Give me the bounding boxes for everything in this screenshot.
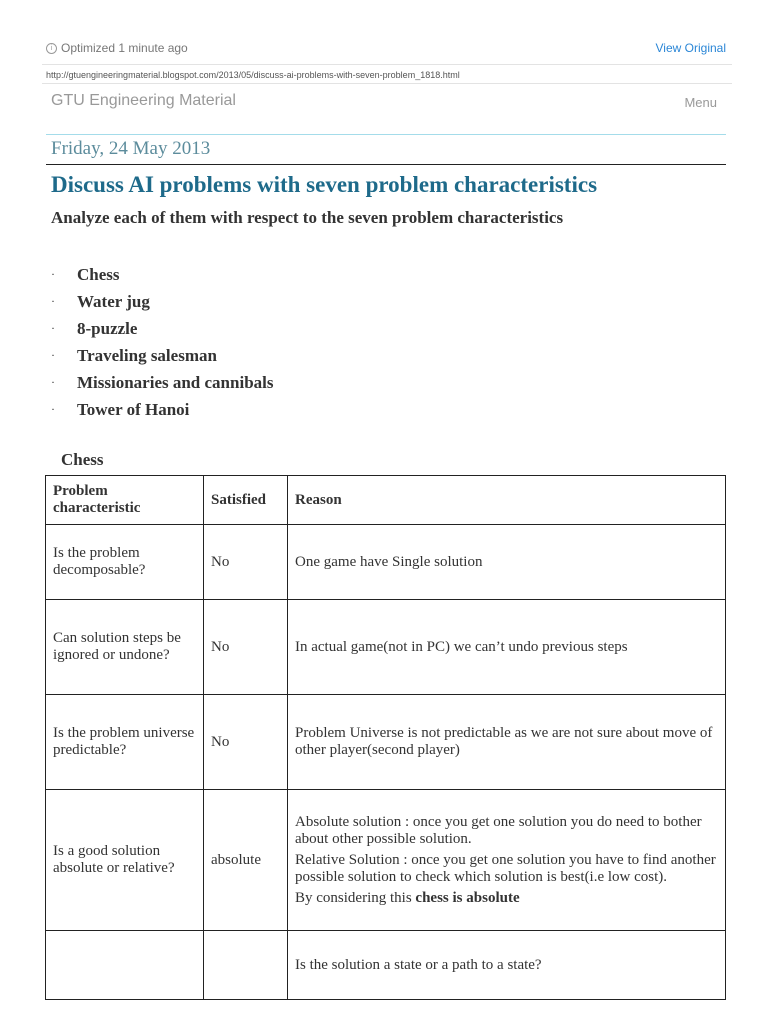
- optimized-status: [46, 41, 188, 55]
- reason-cell: Is the solution a state or a path to a state?: [288, 931, 726, 1000]
- header-divider: [46, 134, 726, 135]
- characteristics-table: [45, 475, 726, 1000]
- characteristic-cell: Is the problem universe predictable?: [46, 695, 204, 790]
- optimization-bar: [46, 41, 726, 65]
- satisfied-cell: No: [204, 695, 288, 790]
- list-item: [51, 369, 274, 396]
- bullet: ·: [51, 321, 55, 335]
- column-header: Reason: [288, 476, 726, 525]
- reason-cell: [288, 790, 726, 931]
- table-row: [46, 525, 726, 600]
- reason-absolute: Absolute solution : once you get one solution you do need to bother about other possible solution.: [295, 813, 702, 847]
- bullet: ·: [51, 348, 55, 362]
- view-original-link[interactable]: View Original: [655, 41, 726, 55]
- characteristic-cell: Is a good solution absolute or relative?: [46, 790, 204, 931]
- post-subtitle: Analyze each of them with respect to the seven problem characteristics: [51, 208, 564, 227]
- table-header-row: [46, 476, 726, 525]
- table-row: [46, 931, 726, 1000]
- menu-button[interactable]: Menu: [684, 95, 717, 110]
- list-item-label: Water jug: [77, 291, 150, 311]
- reason-cell: Problem Universe is not predictable as we are not sure about move of other player(second player): [288, 695, 726, 790]
- list-item: [51, 261, 274, 288]
- reason-cell: One game have Single solution: [288, 525, 726, 600]
- reason-relative: Relative Solution : once you get one solution you have to find another possible solution to check which solution is best(i.e low cost).: [295, 851, 716, 885]
- satisfied-cell: absolute: [204, 790, 288, 931]
- site-title[interactable]: GTU Engineering Material: [51, 92, 236, 109]
- column-header: Satisfied: [204, 476, 288, 525]
- list-item-label: Tower of Hanoi: [77, 399, 190, 419]
- satisfied-cell: No: [204, 525, 288, 600]
- satisfied-cell: [204, 931, 288, 1000]
- list-item: [51, 315, 274, 342]
- satisfied-cell: No: [204, 600, 288, 695]
- list-item: [51, 396, 274, 423]
- reason-cell: In actual game(not in PC) we can’t undo previous steps: [288, 600, 726, 695]
- list-item-label: Traveling salesman: [77, 345, 217, 365]
- characteristic-cell: [46, 931, 204, 1000]
- bullet: ·: [51, 375, 55, 389]
- reason-conclusion: [295, 890, 718, 907]
- post-date: Friday, 24 May 2013: [51, 138, 211, 159]
- list-item-label: 8-puzzle: [77, 318, 138, 338]
- list-item: [51, 288, 274, 315]
- post-title: Discuss AI problems with seven problem characteristics: [51, 172, 598, 197]
- bullet: ·: [51, 402, 55, 416]
- source-url: http://gtuengineeringmaterial.blogspot.com/2013/05/discuss-ai-problems-with-seven-problem_1818.html: [42, 64, 732, 84]
- table-row: [46, 695, 726, 790]
- date-divider: [46, 164, 726, 165]
- list-item-label: Chess: [77, 264, 120, 284]
- conclusion-prefix: By considering this: [295, 889, 416, 906]
- site-header: [51, 92, 717, 118]
- characteristic-cell: Can solution steps be ignored or undone?: [46, 600, 204, 695]
- section-heading: Chess: [61, 450, 104, 469]
- table-row: [46, 600, 726, 695]
- problem-list: [51, 261, 274, 423]
- list-item: [51, 342, 274, 369]
- bullet: ·: [51, 267, 55, 281]
- info-icon: i: [46, 43, 57, 54]
- column-header: Problem characteristic: [46, 476, 204, 525]
- table-row: [46, 790, 726, 931]
- conclusion-bold: chess is absolute: [415, 889, 520, 906]
- list-item-label: Missionaries and cannibals: [77, 372, 274, 392]
- optimized-text: Optimized 1 minute ago: [61, 41, 188, 55]
- characteristic-cell: Is the problem decomposable?: [46, 525, 204, 600]
- bullet: ·: [51, 294, 55, 308]
